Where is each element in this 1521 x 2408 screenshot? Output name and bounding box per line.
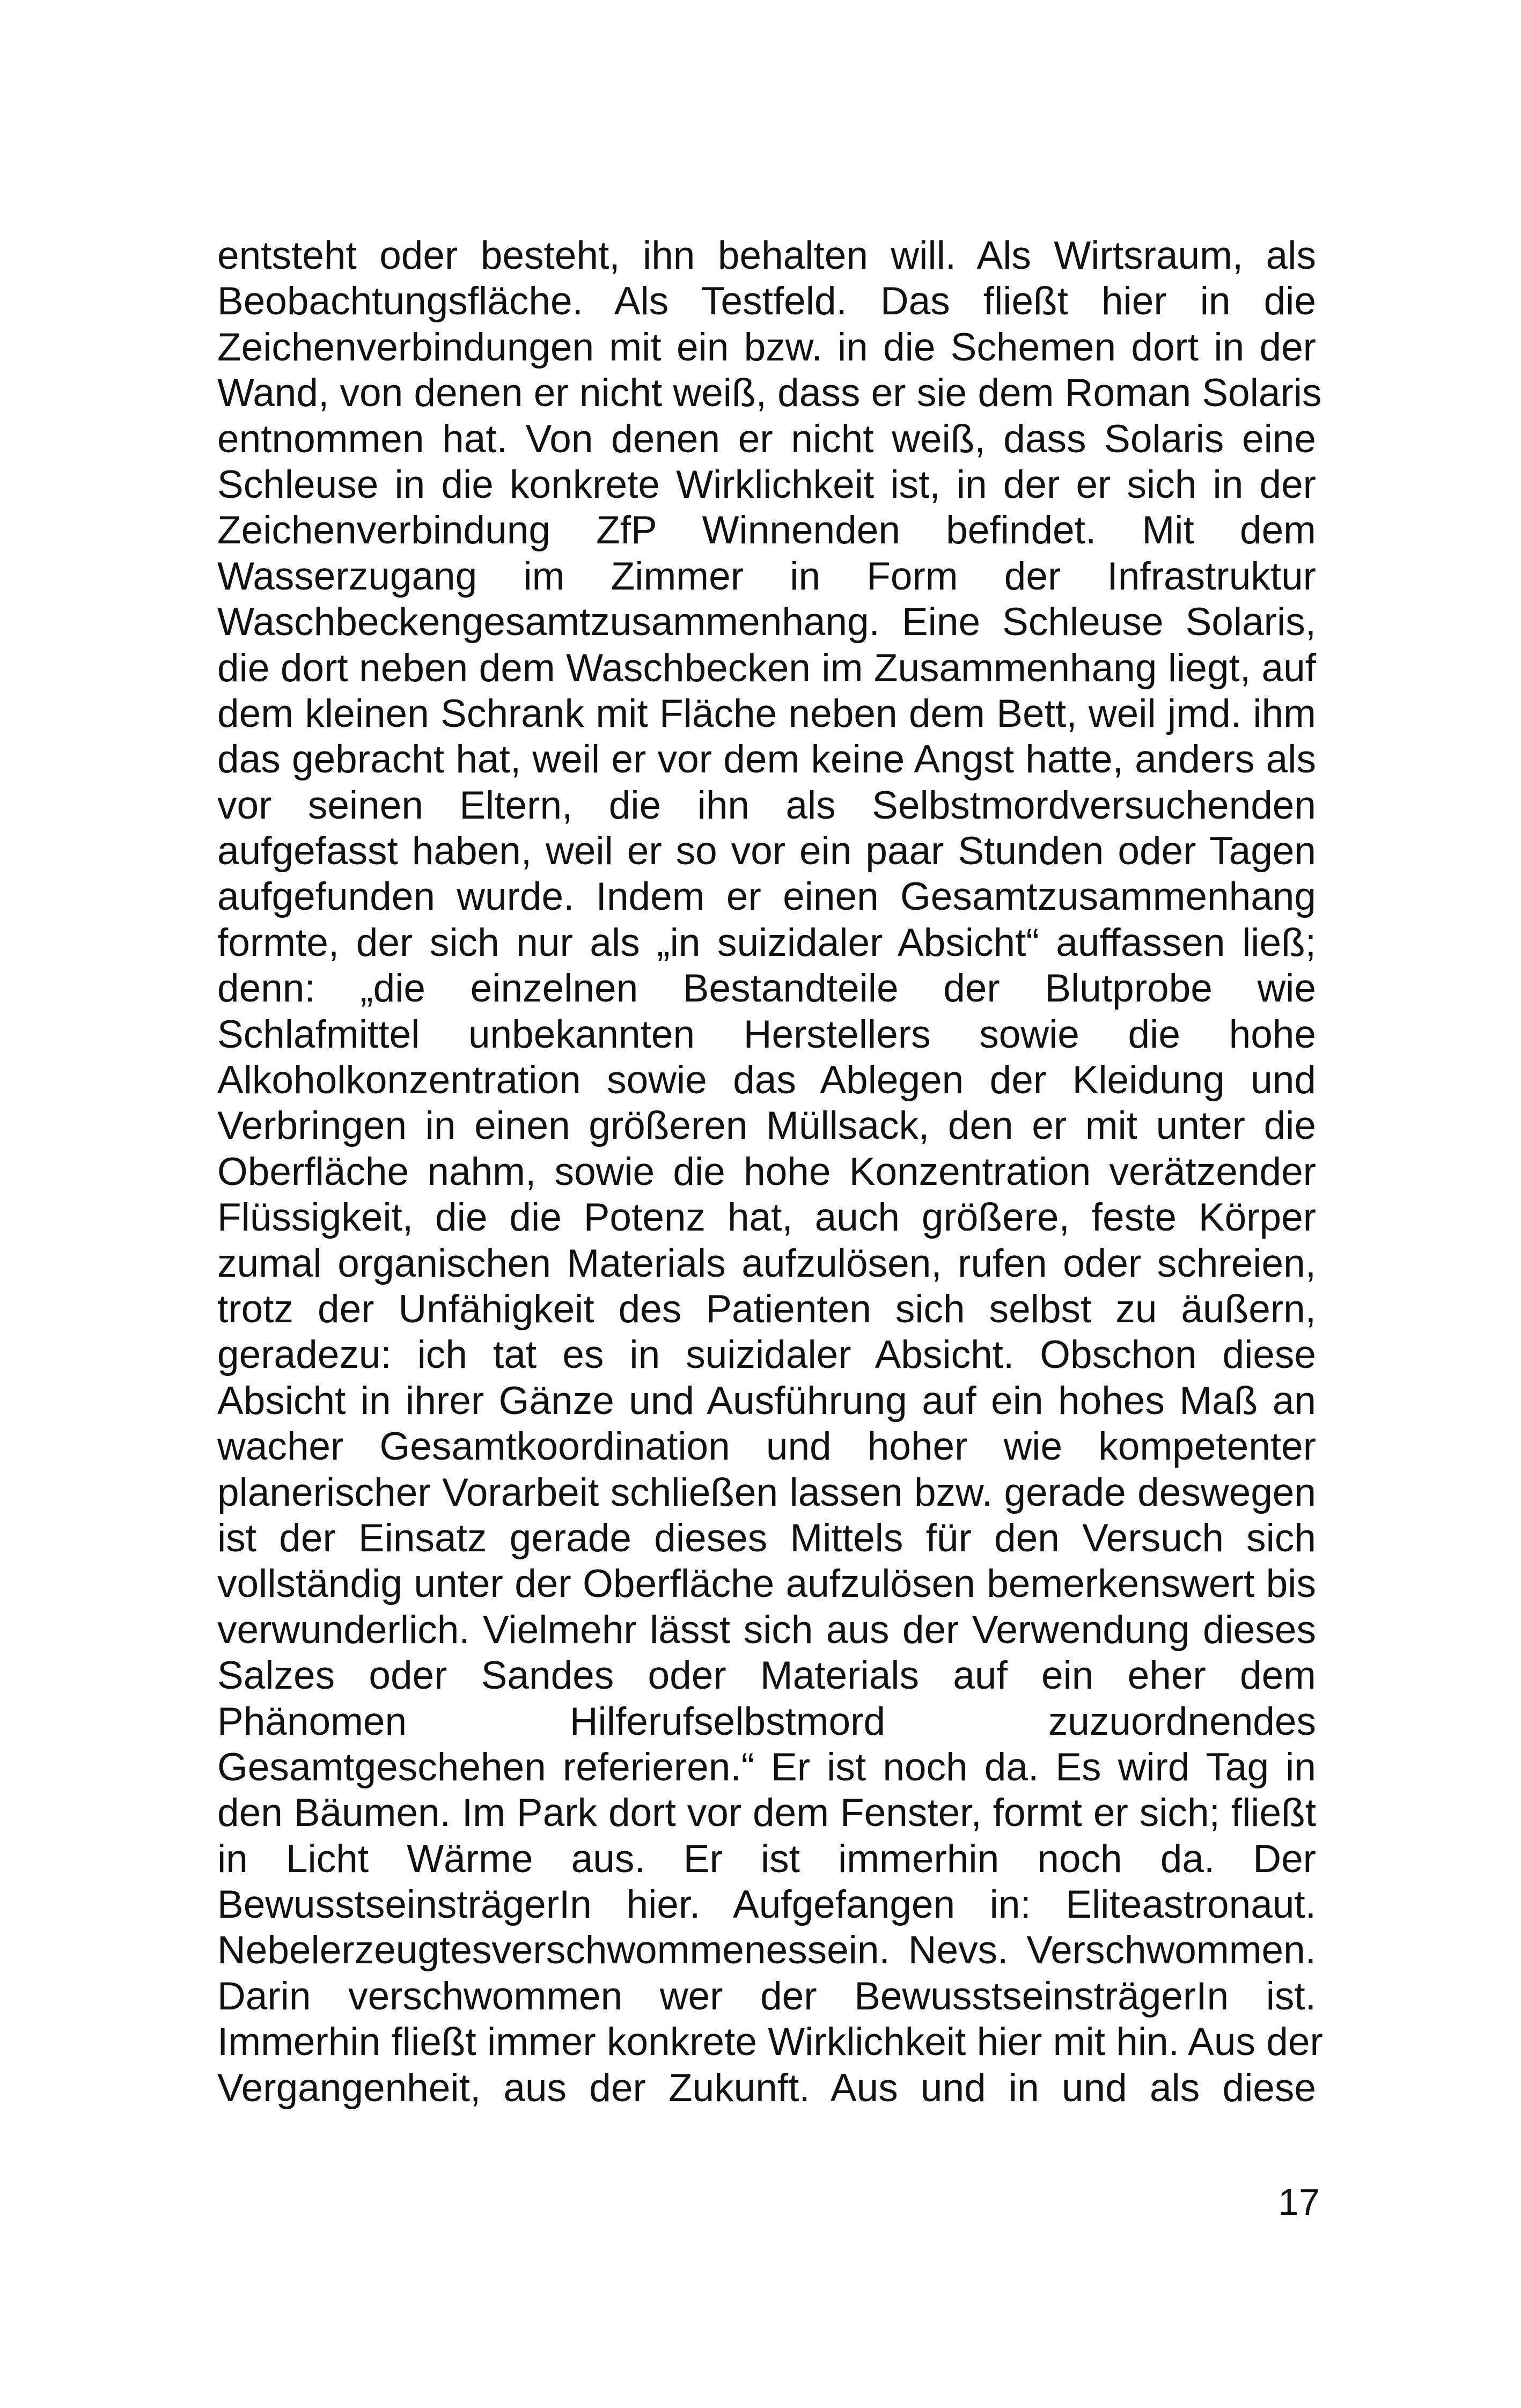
text-line-21: Oberfläche nahm, sowie die hohe Konzentration verätzender [217,1150,1316,1194]
text-line-24: trotz der Unfähigkeit des Patienten sich selbst zu äußern, [217,1287,1316,1331]
text-line-32: Salzes oder Sandes oder Materials auf ein eher dem [217,1654,1316,1698]
text-line-7: Zeichenverbindung ZfP Winnenden befindet. Mit dem [217,509,1316,553]
text-line-19: Alkoholkonzentration sowie das Ablegen der Kleidung und [217,1058,1316,1102]
text-line-35: den Bäumen. Im Park dort vor dem Fenster, formt er sich; fließt [217,1791,1316,1835]
body-text [217,233,1323,2111]
text-line-23: zumal organischen Materials aufzulösen, rufen oder schreien, [217,1241,1316,1285]
text-line-15: aufgefunden wurde. Indem er einen Gesamtzusammenhang [217,875,1316,919]
text-line-20: Verbringen in einen größeren Müllsack, den er mit unter die [217,1104,1316,1148]
text-line-17: denn: „die einzelnen Bestandteile der Blutprobe wie [217,967,1316,1011]
text-line-8: Wasserzugang im Zimmer in Form der Infrastruktur [217,554,1316,598]
text-line-22: Flüssigkeit, die die Potenz hat, auch größere, feste Körper [217,1196,1316,1240]
text-line-16: formte, der sich nur als „in suizidaler Absicht“ auffassen ließ; [217,921,1316,964]
text-line-12: das gebracht hat, weil er vor dem keine Angst hatte, anders als [217,738,1316,782]
text-line-39: Darin verschwommen wer der BewusstseinsträgerIn ist. [217,1974,1316,2018]
text-line-3: Zeichenverbindungen mit ein bzw. in die Schemen dort in der [217,325,1316,369]
text-line-28: planerischer Vorarbeit schließen lassen bzw. gerade deswegen [217,1470,1316,1514]
text-line-5: entnommen hat. Von denen er nicht weiß, dass Solaris eine [217,417,1316,461]
text-line-34: Gesamtgeschehen referieren.“ Er ist noch da. Es wird Tag in [217,1745,1316,1789]
text-line-41: Vergangenheit, aus der Zukunft. Aus und in und als diese [217,2066,1316,2110]
page-number: 17 [1278,2181,1320,2223]
text-line-10: die dort neben dem Waschbecken im Zusammenhang liegt, auf [217,646,1316,690]
text-line-26: Absicht in ihrer Gänze und Ausführung auf ein hohes Maß an [217,1379,1316,1423]
text-line-13: vor seinen Eltern, die ihn als Selbstmordversuchenden [217,783,1316,827]
text-line-11: dem kleinen Schrank mit Fläche neben dem Bett, weil jmd. ihm [217,691,1316,735]
text-line-38: Nebelerzeugtesverschwommenessein. Nevs. Verschwommen. [217,1928,1316,1972]
text-line-2: Beobachtungsfläche. Als Testfeld. Das fließt hier in die [217,279,1316,323]
text-line-37: BewusstseinsträgerIn hier. Aufgefangen in: Eliteastronaut. [217,1883,1316,1927]
text-line-27: wacher Gesamtkoordination und hoher wie kompetenter [217,1425,1316,1469]
text-line-4: Wand, von denen er nicht weiß, dass er sie dem Roman Solaris [217,371,1322,415]
text-line-33: Phänomen Hilferufselbstmord zuzuordnendes [217,1699,1316,1743]
text-line-1: entsteht oder besteht, ihn behalten will. Als Wirtsraum, als [217,234,1316,277]
text-line-29: ist der Einsatz gerade dieses Mittels für den Versuch sich [217,1516,1316,1560]
text-line-25: geradezu: ich tat es in suizidaler Absicht. Obschon diese [217,1333,1316,1377]
text-line-9: Waschbeckengesamtzusammenhang. Eine Schleuse Solaris, [217,600,1316,644]
text-line-6: Schleuse in die konkrete Wirklichkeit ist, in der er sich in der [217,462,1316,506]
text-line-14: aufgefasst haben, weil er so vor ein paar Stunden oder Tagen [217,829,1316,873]
text-line-36: in Licht Wärme aus. Er ist immerhin noch da. Der [217,1837,1316,1881]
text-line-31: verwunderlich. Vielmehr lässt sich aus der Verwendung dieses [217,1608,1316,1652]
text-line-18: Schlafmittel unbekannten Herstellers sowie die hohe [217,1012,1316,1056]
text-line-40: Immerhin fließt immer konkrete Wirklichkeit hier mit hin. Aus der [217,2020,1323,2064]
text-line-30: vollständig unter der Oberfläche aufzulösen bemerkenswert bis [217,1562,1316,1606]
